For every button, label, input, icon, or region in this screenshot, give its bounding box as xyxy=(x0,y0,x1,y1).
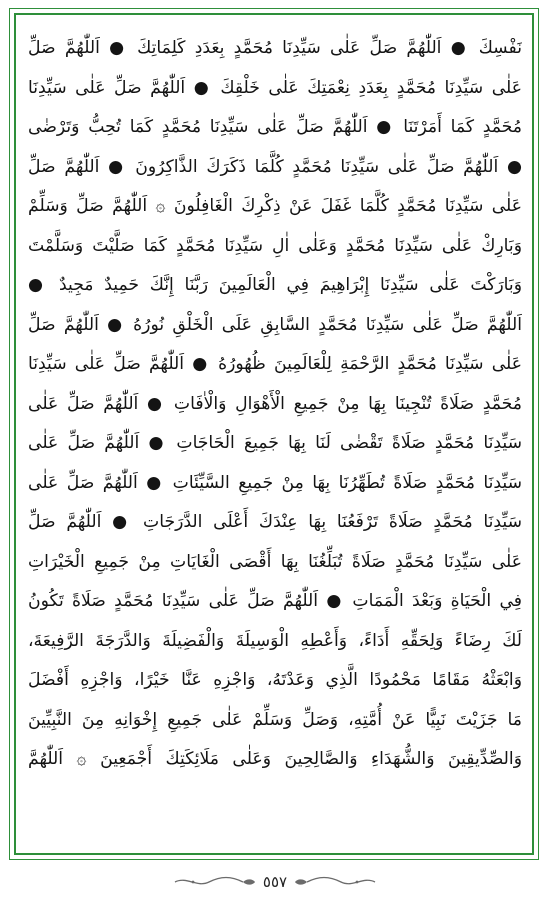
text-line-content: اَللّٰهُمَّ صَلِّ عَلٰى سَيِّدِنَا مُحَمَّدٍ السَّابِقِ عَلَى الْخَلْقِ نُورُهُ ● اَللّٰهُمَّ صَلِّ xyxy=(28,314,522,335)
text-line xyxy=(28,740,522,780)
text-line xyxy=(28,266,522,306)
text-line xyxy=(28,69,522,109)
text-line-content: وَبَارِكْ عَلٰى سَيِّدِنَا مُحَمَّدٍ وَعَلٰى اٰلِ سَيِّدِنَا مُحَمَّدٍ كَمَا صَلَّيْتَ وَسَلَّمْتَ xyxy=(28,235,522,256)
text-line-content: مُحَمَّدٍ كَمَا أَمَرْتَنَا ● اَللّٰهُمَّ صَلِّ عَلٰى سَيِّدِنَا مُحَمَّدٍ كَمَا تُحِبُّ وَتَرْضٰى xyxy=(28,117,522,137)
text-line xyxy=(28,661,522,701)
text-line-content: سَيِّدِنَا مُحَمَّدٍ صَلَاةً تَرْفَعُنَا بِهَا عِنْدَكَ أَعْلَى الدَّرَجَاتِ ● اَللّٰهُمَّ صَلِّ xyxy=(28,512,522,532)
page-frame xyxy=(9,8,539,860)
text-line xyxy=(28,29,522,69)
text-line-content: عَلٰى سَيِّدِنَا مُحَمَّدٍ كُلَّمَا غَفَلَ عَنْ ذِكْرِكَ الْغَافِلُونَ ۞ اَللّٰهُمَّ صَلِّ وَسَلِّمْ xyxy=(28,196,522,216)
text-line xyxy=(28,503,522,543)
page-footer xyxy=(0,868,550,896)
text-line-content: فِي الْحَيَاةِ وَبَعْدَ الْمَمَاتِ ● اَللّٰهُمَّ صَلِّ عَلٰى سَيِّدِنَا مُحَمَّدٍ صَلَاةً تَكُونُ xyxy=(28,591,522,611)
text-block xyxy=(28,29,522,859)
text-line xyxy=(28,108,522,148)
text-line-content: عَلٰى سَيِّدِنَا مُحَمَّدٍ بِعَدَدِ نِعْمَتِكَ عَلٰى خَلْقِكَ ● اَللّٰهُمَّ صَلِّ عَلٰى سَيِّدِنَا xyxy=(28,77,522,98)
text-line-content: وَبَارَكْتَ عَلٰى سَيِّدِنَا إِبْرَاهِيمَ فِي الْعَالَمِينَ رَبَّنَا إِنَّكَ حَمِيدٌ مَجِيدٌ ● xyxy=(28,275,522,295)
swirl-ornament-icon xyxy=(293,875,377,889)
text-line-content: لَكَ رِضَاءً وَلِحَقِّهِ أَدَاءً، وَأَعْطِهِ الْوَسِيلَةَ وَالْفَضِيلَةَ وَالدَّرَجَةَ الرَّفِيعَةَ، xyxy=(28,630,522,651)
text-line-content: نَفْسِكَ ● اَللّٰهُمَّ صَلِّ عَلٰى سَيِّدِنَا مُحَمَّدٍ بِعَدَدِ كَلِمَاتِكَ ● اَللّٰهُمَّ صَلِّ xyxy=(28,38,522,58)
text-line xyxy=(28,543,522,583)
text-line xyxy=(28,148,522,188)
text-line xyxy=(28,187,522,227)
text-line-content: وَابْعَثْهُ مَقَامًا مَحْمُودًا الَّذِي وَعَدْتَهُ، وَاجْزِهِ عَنَّا خَيْرًا، وَاجْزِهِ أَفْضَلَ xyxy=(28,670,522,690)
page-number: ٥٥٧ xyxy=(262,873,288,891)
text-line xyxy=(28,582,522,622)
text-line xyxy=(28,701,522,741)
text-line-content: عَلٰى سَيِّدِنَا مُحَمَّدٍ صَلَاةً تُبَلِّغُنَا بِهَا أَقْصَى الْغَايَاتِ مِنْ جَمِيعِ الْخَيْرَاتِ xyxy=(28,551,522,572)
text-line xyxy=(28,464,522,504)
text-line-content: ● اَللّٰهُمَّ صَلِّ عَلٰى سَيِّدِنَا مُحَمَّدٍ كُلَّمَا ذَكَرَكَ الذَّاكِرُونَ ● اَللّٰهُمَّ صَلِّ xyxy=(28,156,522,177)
text-line xyxy=(28,385,522,425)
text-line xyxy=(28,227,522,267)
text-line-content: مَا جَزَيْتَ نَبِيًّا عَنْ أُمَّتِهِ، وَصَلِّ وَسَلِّمْ عَلٰى جَمِيعِ إِخْوَانِهِ مِنَ النَّبِيِّينَ xyxy=(28,709,522,730)
text-line-content: عَلٰى سَيِّدِنَا مُحَمَّدٍ الرَّحْمَةِ لِلْعَالَمِينَ ظُهُورُهُ ● اَللّٰهُمَّ صَلِّ عَلٰى سَيِّدِنَا xyxy=(28,354,522,374)
text-line xyxy=(28,424,522,464)
text-line-content: مُحَمَّدٍ صَلَاةً تُنْجِينَا بِهَا مِنْ جَمِيعِ الْأَهْوَالِ وَالْاٰفَاتِ ● اَللّٰهُمَّ صَلِّ عَلٰى xyxy=(28,393,522,414)
swirl-ornament-icon xyxy=(173,875,257,889)
text-line-content: سَيِّدِنَا مُحَمَّدٍ صَلَاةً تَقْضٰى لَنَا بِهَا جَمِيعَ الْحَاجَاتِ ● اَللّٰهُمَّ صَلِّ عَلٰى xyxy=(28,433,522,453)
text-line xyxy=(28,622,522,662)
text-line-content: سَيِّدِنَا مُحَمَّدٍ صَلَاةً تُطَهِّرُنَا بِهَا مِنْ جَمِيعِ السَّيِّئَاتِ ● اَللّٰهُمَّ صَلِّ عَلٰى xyxy=(28,472,522,493)
text-line xyxy=(28,306,522,346)
text-line-content: وَالصِّدِّيقِينَ وَالشُّهَدَاءِ وَالصَّالِحِينَ وَعَلٰى مَلَائِكَتِكَ أَجْمَعِينَ ۞ اَللّٰهُمَّ xyxy=(28,749,522,769)
text-line xyxy=(28,345,522,385)
